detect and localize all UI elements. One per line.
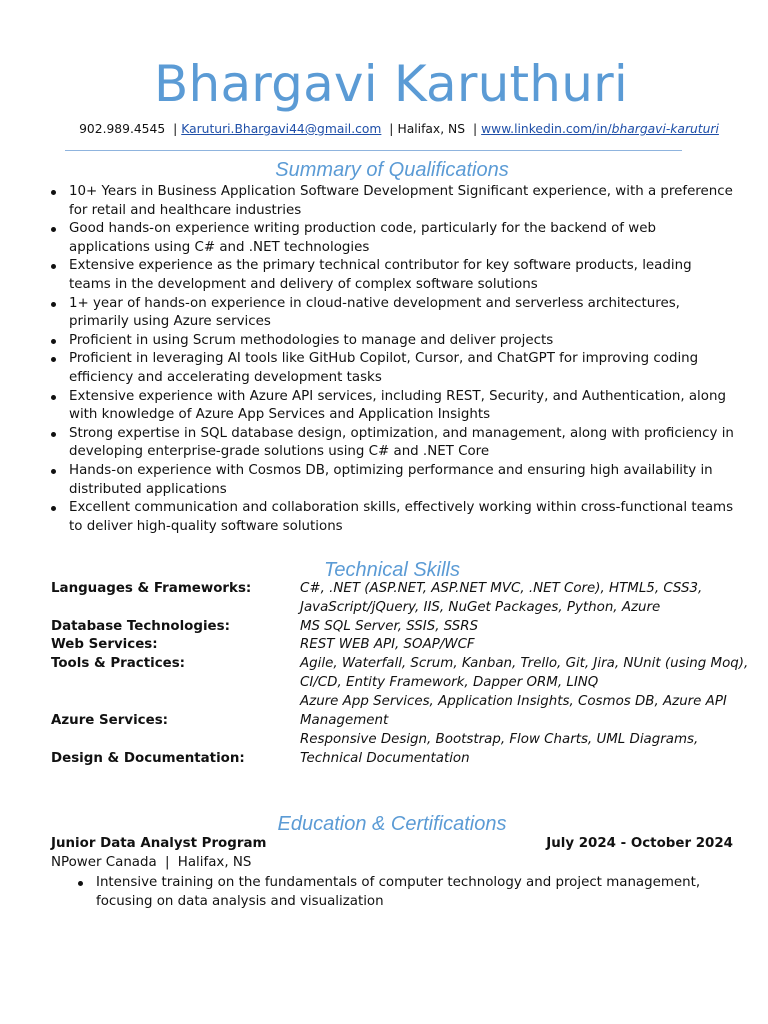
education-heading: Education & Certifications — [277, 813, 507, 835]
program-name: Junior Data Analyst Program — [51, 836, 267, 851]
contact-line — [0, 121, 768, 138]
summary-list — [51, 183, 736, 536]
contact-separator: | — [389, 122, 394, 136]
skill-value: CI/CD, Entity Framework, Dapper ORM, LINQ — [300, 675, 599, 690]
summary-item: Excellent communication and collaboration skills, effectively working within cross-functional teams to deliver high-quality software solutions — [51, 499, 736, 536]
skill-value: Technical Documentation — [300, 751, 470, 766]
summary-item: Good hands-on experience writing production code, particularly for the backend of web applications using C# and .NET technologies — [51, 220, 736, 257]
linkedin-link[interactable] — [481, 122, 719, 136]
skill-value: Responsive Design, Bootstrap, Flow Charts, UML Diagrams, — [300, 732, 699, 747]
contact-separator: | — [173, 122, 178, 136]
header-divider — [65, 150, 682, 151]
linkedin-prefix: www.linkedin.com/in/ — [481, 122, 612, 136]
summary-item: Proficient in leveraging AI tools like GitHub Copilot, Cursor, and ChatGPT for improving coding efficiency and accelerating development tasks — [51, 350, 736, 387]
skill-value: Agile, Waterfall, Scrum, Kanban, Trello, Git, Jira, NUnit (using Moq), — [300, 656, 749, 671]
summary-item: Proficient in using Scrum methodologies to manage and deliver projects — [51, 332, 736, 351]
skills-heading: Technical Skills — [324, 559, 460, 581]
summary-item: 1+ year of hands-on experience in cloud-native development and serverless architectures, primarily using Azure services — [51, 295, 736, 332]
skill-label: Tools & Practices: — [51, 656, 186, 671]
summary-item: 10+ Years in Business Application Software Development Significant experience, with a preference for retail and healthcare industries — [51, 183, 736, 220]
linkedin-handle: bhargavi-karuturi — [611, 122, 719, 136]
location: Halifax, NS — [397, 122, 466, 136]
organization-name: NPower Canada — [51, 855, 157, 870]
skill-value: JavaScript/jQuery, IIS, NuGet Packages, Python, Azure — [300, 600, 661, 615]
summary-item: Strong expertise in SQL database design, optimization, and management, along with proficiency in developing enterprise-grade solutions using C# and .NET Core — [51, 425, 736, 462]
program-organization-line — [51, 854, 251, 873]
summary-heading: Summary of Qualifications — [275, 159, 509, 181]
skill-label: Database Technologies: — [51, 619, 230, 634]
education-item: Intensive training on the fundamentals of computer technology and project management, focusing on data analysis and visualization — [78, 874, 738, 911]
skill-label: Languages & Frameworks: — [51, 581, 252, 596]
phone-number: 902.989.4545 — [79, 122, 166, 136]
program-dates: July 2024 - October 2024 — [546, 836, 733, 851]
skill-value: Management — [300, 713, 389, 728]
skill-value: MS SQL Server, SSIS, SSRS — [300, 619, 479, 634]
skill-value: C#, .NET (ASP.NET, ASP.NET MVC, .NET Core), HTML5, CSS3, — [300, 581, 703, 596]
skill-value: REST WEB API, SOAP/WCF — [300, 637, 475, 652]
skill-value: Azure App Services, Application Insights, Cosmos DB, Azure API — [300, 694, 727, 709]
organization-separator: | — [164, 855, 170, 870]
summary-item: Extensive experience as the primary technical contributor for key software products, leading teams in the development and delivery of complex software solutions — [51, 257, 736, 294]
email-link[interactable]: Karuturi.Bhargavi44@gmail.com — [181, 122, 382, 136]
summary-item: Hands-on experience with Cosmos DB, optimizing performance and ensuring high availability in distributed applications — [51, 462, 736, 499]
summary-item: Extensive experience with Azure API services, including REST, Security, and Authentication, along with knowledge of Azure App Services and Application Insights — [51, 388, 736, 425]
education-list — [78, 874, 738, 911]
organization-location: Halifax, NS — [177, 855, 252, 870]
education-entry-header — [51, 835, 733, 854]
skill-label: Web Services: — [51, 637, 158, 652]
candidate-name: Bhargavi Karuthuri — [154, 55, 628, 113]
contact-separator: | — [472, 122, 478, 136]
skill-label: Azure Services: — [51, 713, 169, 728]
skill-label: Design & Documentation: — [51, 751, 245, 766]
